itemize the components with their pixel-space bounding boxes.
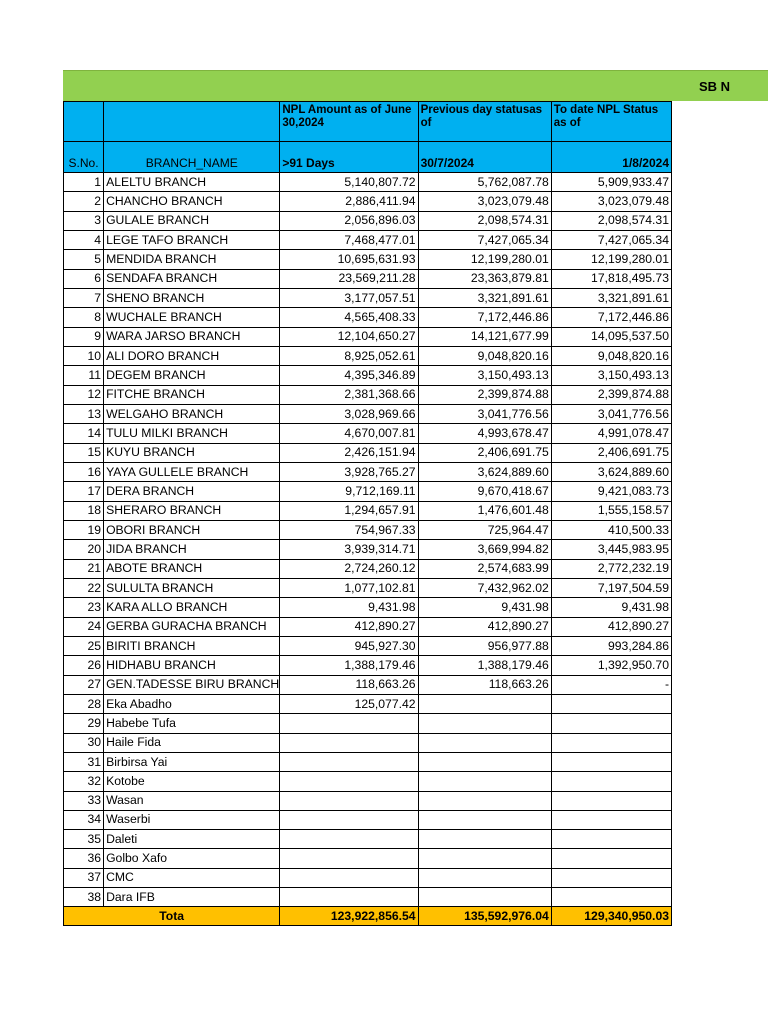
branch-name-cell[interactable]: Daleti [104, 830, 280, 849]
to-date-cell[interactable] [551, 868, 671, 887]
to-date-cell[interactable] [551, 830, 671, 849]
table-row [64, 192, 672, 211]
table-row [64, 888, 672, 907]
to-date-cell[interactable]: 9,431.98 [551, 598, 671, 617]
previous-day-cell[interactable]: 9,670,418.67 [418, 482, 551, 501]
to-date-cell[interactable]: 3,041,776.56 [551, 404, 671, 423]
row-number-cell[interactable]: 9 [64, 327, 104, 346]
row-number-cell[interactable]: 20 [64, 540, 104, 559]
to-date-cell[interactable]: 2,399,874.88 [551, 385, 671, 404]
branch-name-cell[interactable]: SHENO BRANCH [104, 288, 280, 307]
table-row [64, 385, 672, 404]
table-row [64, 617, 672, 636]
table-row [64, 173, 672, 192]
table-row [64, 462, 672, 481]
table-row [64, 791, 672, 810]
row-number-cell[interactable]: 10 [64, 346, 104, 365]
branch-name-cell[interactable]: KUYU BRANCH [104, 443, 280, 462]
previous-day-cell[interactable]: 412,890.27 [418, 617, 551, 636]
row-number-cell[interactable]: 32 [64, 772, 104, 791]
to-date-cell[interactable]: 3,023,079.48 [551, 192, 671, 211]
previous-day-cell[interactable]: 2,406,691.75 [418, 443, 551, 462]
npl-june-cell[interactable]: 1,388,179.46 [280, 656, 418, 675]
row-number-cell[interactable]: 6 [64, 269, 104, 288]
row-number-cell[interactable]: 21 [64, 559, 104, 578]
table-row [64, 675, 672, 694]
npl-june-cell[interactable]: 9,712,169.11 [280, 482, 418, 501]
branch-name-cell[interactable]: YAYA GULLELE BRANCH [104, 462, 280, 481]
previous-day-cell[interactable]: 9,431.98 [418, 598, 551, 617]
total-v1-cell[interactable]: 123,922,856.54 [280, 907, 418, 926]
branch-name-cell[interactable]: GEN.TADESSE BIRU BRANCH [104, 675, 280, 694]
npl-june-cell[interactable] [280, 830, 418, 849]
previous-day-cell[interactable] [418, 752, 551, 771]
row-number-cell[interactable]: 38 [64, 888, 104, 907]
table-row [64, 636, 672, 655]
previous-day-cell[interactable]: 4,993,678.47 [418, 424, 551, 443]
previous-day-cell[interactable]: 7,172,446.86 [418, 308, 551, 327]
npl-june-cell[interactable]: 412,890.27 [280, 617, 418, 636]
npl-table [63, 101, 672, 926]
to-date-cell[interactable] [551, 791, 671, 810]
table-row [64, 230, 672, 249]
npl-june-cell[interactable]: 2,056,896.03 [280, 211, 418, 230]
to-date-cell[interactable]: 3,445,983.95 [551, 540, 671, 559]
table-row [64, 366, 672, 385]
header-branch-name[interactable]: BRANCH_NAME [104, 142, 280, 173]
table-row [64, 752, 672, 771]
row-number-cell[interactable]: 23 [64, 598, 104, 617]
previous-day-cell[interactable]: 2,399,874.88 [418, 385, 551, 404]
previous-day-cell[interactable]: 3,669,994.82 [418, 540, 551, 559]
previous-day-cell[interactable]: 3,041,776.56 [418, 404, 551, 423]
table-row [64, 404, 672, 423]
row-number-cell[interactable]: 13 [64, 404, 104, 423]
to-date-cell[interactable]: 2,406,691.75 [551, 443, 671, 462]
header-cell-sno-top[interactable] [64, 102, 104, 142]
branch-name-cell[interactable]: ABOTE BRANCH [104, 559, 280, 578]
branch-name-cell[interactable]: TULU MILKI BRANCH [104, 424, 280, 443]
to-date-cell[interactable] [551, 752, 671, 771]
npl-june-cell[interactable]: 3,928,765.27 [280, 462, 418, 481]
to-date-cell[interactable]: 7,172,446.86 [551, 308, 671, 327]
npl-june-cell[interactable]: 1,077,102.81 [280, 578, 418, 597]
to-date-cell[interactable]: 9,421,083.73 [551, 482, 671, 501]
table-row [64, 482, 672, 501]
branch-name-cell[interactable]: HIDHABU BRANCH [104, 656, 280, 675]
row-number-cell[interactable]: 27 [64, 675, 104, 694]
previous-day-cell[interactable]: 118,663.26 [418, 675, 551, 694]
previous-day-cell[interactable]: 1,476,601.48 [418, 501, 551, 520]
to-date-cell[interactable]: 7,197,504.59 [551, 578, 671, 597]
previous-day-cell[interactable] [418, 694, 551, 713]
row-number-cell[interactable]: 8 [64, 308, 104, 327]
row-number-cell[interactable]: 12 [64, 385, 104, 404]
row-number-cell[interactable]: 35 [64, 830, 104, 849]
table-row [64, 346, 672, 365]
row-number-cell[interactable]: 2 [64, 192, 104, 211]
table-row [64, 327, 672, 346]
previous-day-cell[interactable]: 7,427,065.34 [418, 230, 551, 249]
npl-june-cell[interactable]: 4,395,346.89 [280, 366, 418, 385]
row-number-cell[interactable]: 1 [64, 173, 104, 192]
table-row [64, 308, 672, 327]
header-to-date[interactable]: To date NPL Status as of [551, 102, 671, 142]
npl-june-cell[interactable]: 3,939,314.71 [280, 540, 418, 559]
row-number-cell[interactable]: 18 [64, 501, 104, 520]
row-number-cell[interactable]: 24 [64, 617, 104, 636]
branch-name-cell[interactable]: Waserbi [104, 810, 280, 829]
previous-day-cell[interactable]: 2,574,683.99 [418, 559, 551, 578]
to-date-cell[interactable] [551, 714, 671, 733]
npl-june-cell[interactable] [280, 752, 418, 771]
header-days[interactable]: >91 Days [280, 142, 418, 173]
previous-day-cell[interactable] [418, 849, 551, 868]
previous-day-cell[interactable]: 23,363,879.81 [418, 269, 551, 288]
table-row [64, 733, 672, 752]
branch-name-cell[interactable]: Golbo Xafo [104, 849, 280, 868]
branch-name-cell[interactable]: Kotobe [104, 772, 280, 791]
previous-day-cell[interactable]: 3,150,493.13 [418, 366, 551, 385]
to-date-cell[interactable]: 412,890.27 [551, 617, 671, 636]
row-number-cell[interactable]: 19 [64, 520, 104, 539]
to-date-cell[interactable]: 1,555,158.57 [551, 501, 671, 520]
table-row [64, 269, 672, 288]
npl-june-cell[interactable] [280, 791, 418, 810]
row-number-cell[interactable]: 5 [64, 250, 104, 269]
row-number-cell[interactable]: 11 [64, 366, 104, 385]
npl-june-cell[interactable]: 10,695,631.93 [280, 250, 418, 269]
to-date-cell[interactable]: 410,500.33 [551, 520, 671, 539]
table-row [64, 598, 672, 617]
previous-day-cell[interactable]: 3,321,891.61 [418, 288, 551, 307]
header-to-date-value[interactable]: 1/8/2024 [551, 142, 671, 173]
branch-name-cell[interactable]: ALELTU BRANCH [104, 173, 280, 192]
branch-name-cell[interactable]: Haile Fida [104, 733, 280, 752]
branch-name-cell[interactable]: Dara IFB [104, 888, 280, 907]
branch-name-cell[interactable]: SULULTA BRANCH [104, 578, 280, 597]
previous-day-cell[interactable] [418, 714, 551, 733]
previous-day-cell[interactable] [418, 868, 551, 887]
to-date-cell[interactable] [551, 888, 671, 907]
previous-day-cell[interactable]: 12,199,280.01 [418, 250, 551, 269]
npl-june-cell[interactable] [280, 714, 418, 733]
table-row [64, 849, 672, 868]
previous-day-cell[interactable]: 14,121,677.99 [418, 327, 551, 346]
to-date-cell[interactable] [551, 810, 671, 829]
to-date-cell[interactable]: 3,150,493.13 [551, 366, 671, 385]
header-prev-date[interactable]: 30/7/2024 [418, 142, 551, 173]
table-row [64, 250, 672, 269]
row-number-cell[interactable]: 7 [64, 288, 104, 307]
table-row [64, 578, 672, 597]
previous-day-cell[interactable]: 1,388,179.46 [418, 656, 551, 675]
row-number-cell[interactable]: 29 [64, 714, 104, 733]
total-row [64, 907, 672, 926]
branch-name-cell[interactable]: LEGE TAFO BRANCH [104, 230, 280, 249]
npl-june-cell[interactable]: 754,967.33 [280, 520, 418, 539]
table-row [64, 424, 672, 443]
npl-june-cell[interactable] [280, 733, 418, 752]
branch-name-cell[interactable]: WARA JARSO BRANCH [104, 327, 280, 346]
table-row [64, 868, 672, 887]
npl-june-cell[interactable]: 945,927.30 [280, 636, 418, 655]
branch-name-cell[interactable]: GULALE BRANCH [104, 211, 280, 230]
branch-name-cell[interactable]: DEGEM BRANCH [104, 366, 280, 385]
previous-day-cell[interactable]: 5,762,087.78 [418, 173, 551, 192]
row-number-cell[interactable]: 4 [64, 230, 104, 249]
npl-june-cell[interactable]: 4,670,007.81 [280, 424, 418, 443]
to-date-cell[interactable]: 3,624,889.60 [551, 462, 671, 481]
branch-name-cell[interactable]: Birbirsa Yai [104, 752, 280, 771]
to-date-cell[interactable]: 2,772,232.19 [551, 559, 671, 578]
previous-day-cell[interactable] [418, 830, 551, 849]
row-number-cell[interactable]: 17 [64, 482, 104, 501]
previous-day-cell[interactable]: 7,432,962.02 [418, 578, 551, 597]
table-row [64, 714, 672, 733]
table-row [64, 288, 672, 307]
header-sno[interactable]: S.No. [64, 142, 104, 173]
table-row [64, 211, 672, 230]
to-date-cell[interactable]: 2,098,574.31 [551, 211, 671, 230]
to-date-cell[interactable]: - [551, 675, 671, 694]
to-date-cell[interactable]: 5,909,933.47 [551, 173, 671, 192]
npl-june-cell[interactable]: 2,381,368.66 [280, 385, 418, 404]
branch-name-cell[interactable]: SHERARO BRANCH [104, 501, 280, 520]
to-date-cell[interactable]: 9,048,820.16 [551, 346, 671, 365]
previous-day-cell[interactable]: 3,624,889.60 [418, 462, 551, 481]
previous-day-cell[interactable]: 9,048,820.16 [418, 346, 551, 365]
branch-name-cell[interactable]: CHANCHO BRANCH [104, 192, 280, 211]
total-label[interactable]: Tota [64, 907, 280, 926]
to-date-cell[interactable]: 7,427,065.34 [551, 230, 671, 249]
to-date-cell[interactable]: 1,392,950.70 [551, 656, 671, 675]
branch-name-cell[interactable]: CMC [104, 868, 280, 887]
previous-day-cell[interactable] [418, 791, 551, 810]
branch-name-cell[interactable]: OBORI BRANCH [104, 520, 280, 539]
table-row [64, 656, 672, 675]
row-number-cell[interactable]: 16 [64, 462, 104, 481]
branch-name-cell[interactable]: FITCHE BRANCH [104, 385, 280, 404]
branch-name-cell[interactable]: SENDAFA BRANCH [104, 269, 280, 288]
to-date-cell[interactable]: 4,991,078.47 [551, 424, 671, 443]
previous-day-cell[interactable]: 956,977.88 [418, 636, 551, 655]
total-v2-cell[interactable]: 135,592,976.04 [418, 907, 551, 926]
npl-june-cell[interactable]: 2,886,411.94 [280, 192, 418, 211]
npl-june-cell[interactable] [280, 868, 418, 887]
to-date-cell[interactable]: 14,095,537.50 [551, 327, 671, 346]
table-row [64, 694, 672, 713]
to-date-cell[interactable]: 12,199,280.01 [551, 250, 671, 269]
npl-june-cell[interactable] [280, 888, 418, 907]
previous-day-cell[interactable]: 2,098,574.31 [418, 211, 551, 230]
row-number-cell[interactable]: 31 [64, 752, 104, 771]
npl-june-cell[interactable]: 23,569,211.28 [280, 269, 418, 288]
header-npl-june[interactable]: NPL Amount as of June 30,2024 [280, 102, 418, 142]
npl-june-cell[interactable]: 12,104,650.27 [280, 327, 418, 346]
previous-day-cell[interactable] [418, 810, 551, 829]
branch-name-cell[interactable]: ALI DORO BRANCH [104, 346, 280, 365]
branch-name-cell[interactable]: MENDIDA BRANCH [104, 250, 280, 269]
table-row [64, 520, 672, 539]
branch-name-cell[interactable]: WUCHALE BRANCH [104, 308, 280, 327]
npl-june-cell[interactable]: 3,028,969.66 [280, 404, 418, 423]
branch-name-cell[interactable]: GERBA GURACHA BRANCH [104, 617, 280, 636]
header-cell-branch-top[interactable] [104, 102, 280, 142]
to-date-cell[interactable] [551, 733, 671, 752]
previous-day-cell[interactable] [418, 733, 551, 752]
npl-june-cell[interactable] [280, 810, 418, 829]
branch-name-cell[interactable]: JIDA BRANCH [104, 540, 280, 559]
npl-june-cell[interactable]: 3,177,057.51 [280, 288, 418, 307]
npl-june-cell[interactable] [280, 849, 418, 868]
branch-name-cell[interactable]: DERA BRANCH [104, 482, 280, 501]
row-number-cell[interactable]: 36 [64, 849, 104, 868]
npl-june-cell[interactable]: 8,925,052.61 [280, 346, 418, 365]
row-number-cell[interactable]: 33 [64, 791, 104, 810]
header-row-1 [64, 102, 672, 142]
table-row [64, 772, 672, 791]
branch-name-cell[interactable]: Wasan [104, 791, 280, 810]
report-title: SB N [699, 79, 731, 94]
to-date-cell[interactable] [551, 772, 671, 791]
table-row [64, 830, 672, 849]
report-title-banner [63, 70, 768, 101]
row-number-cell[interactable]: 15 [64, 443, 104, 462]
previous-day-cell[interactable]: 3,023,079.48 [418, 192, 551, 211]
npl-june-cell[interactable]: 9,431.98 [280, 598, 418, 617]
row-number-cell[interactable]: 28 [64, 694, 104, 713]
row-number-cell[interactable]: 34 [64, 810, 104, 829]
branch-name-cell[interactable]: BIRITI BRANCH [104, 636, 280, 655]
table-row [64, 501, 672, 520]
previous-day-cell[interactable]: 725,964.47 [418, 520, 551, 539]
table-row [64, 540, 672, 559]
to-date-cell[interactable] [551, 849, 671, 868]
npl-june-cell[interactable]: 1,294,657.91 [280, 501, 418, 520]
row-number-cell[interactable]: 3 [64, 211, 104, 230]
branch-name-cell[interactable]: Eka Abadho [104, 694, 280, 713]
branch-name-cell[interactable]: KARA ALLO BRANCH [104, 598, 280, 617]
row-number-cell[interactable]: 37 [64, 868, 104, 887]
npl-june-cell[interactable]: 5,140,807.72 [280, 173, 418, 192]
row-number-cell[interactable]: 30 [64, 733, 104, 752]
npl-june-cell[interactable]: 125,077.42 [280, 694, 418, 713]
header-previous-day[interactable]: Previous day statusas of [418, 102, 551, 142]
previous-day-cell[interactable] [418, 772, 551, 791]
npl-june-cell[interactable] [280, 772, 418, 791]
npl-june-cell[interactable]: 7,468,477.01 [280, 230, 418, 249]
table-row [64, 559, 672, 578]
header-row-2 [64, 142, 672, 173]
npl-june-cell[interactable]: 2,426,151.94 [280, 443, 418, 462]
to-date-cell[interactable]: 993,284.86 [551, 636, 671, 655]
table-row [64, 810, 672, 829]
npl-june-cell[interactable]: 2,724,260.12 [280, 559, 418, 578]
row-number-cell[interactable]: 22 [64, 578, 104, 597]
npl-june-cell[interactable]: 4,565,408.33 [280, 308, 418, 327]
branch-name-cell[interactable]: Habebe Tufa [104, 714, 280, 733]
total-v3-cell[interactable]: 129,340,950.03 [551, 907, 671, 926]
to-date-cell[interactable]: 17,818,495.73 [551, 269, 671, 288]
npl-june-cell[interactable]: 118,663.26 [280, 675, 418, 694]
table-row [64, 443, 672, 462]
row-number-cell[interactable]: 25 [64, 636, 104, 655]
to-date-cell[interactable] [551, 694, 671, 713]
row-number-cell[interactable]: 14 [64, 424, 104, 443]
branch-name-cell[interactable]: WELGAHO BRANCH [104, 404, 280, 423]
row-number-cell[interactable]: 26 [64, 656, 104, 675]
to-date-cell[interactable]: 3,321,891.61 [551, 288, 671, 307]
previous-day-cell[interactable] [418, 888, 551, 907]
